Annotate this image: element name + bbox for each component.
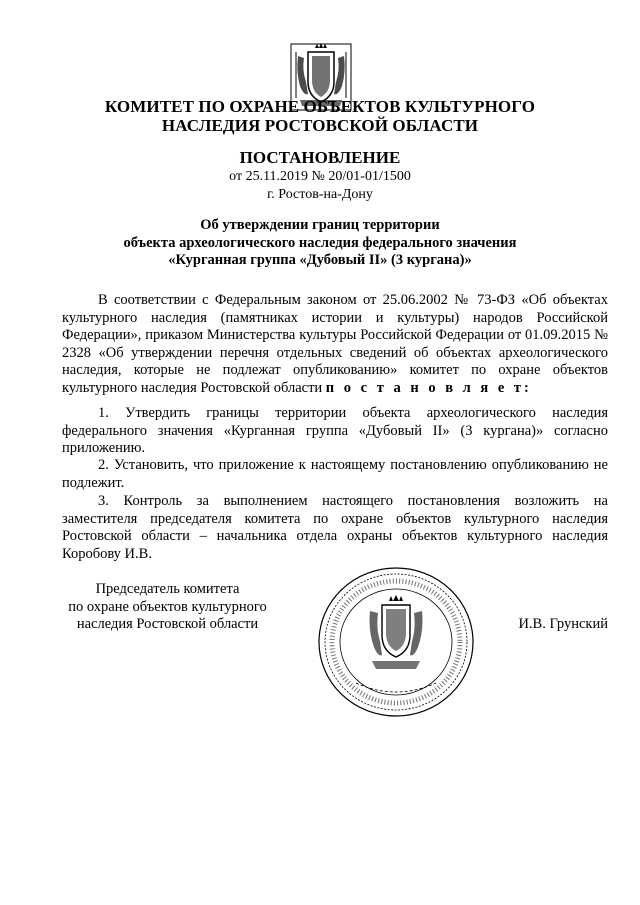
organization-name-line2: НАСЛЕДИЯ РОСТОВСКОЙ ОБЛАСТИ: [161, 116, 479, 135]
signatory-position-line2: по охране объектов культурного: [68, 598, 267, 615]
resolves-text: п о с т а н о в л я е т:: [325, 379, 532, 396]
subject-line1: Об утверждении границ территории: [200, 217, 440, 233]
signatory-position-line1: Председатель комитета: [95, 581, 240, 597]
preamble-paragraph: [62, 292, 608, 397]
document-subject: [0, 217, 640, 270]
subject-line2: объекта археологического наследия федерального значения: [123, 234, 517, 251]
signatory-position: [60, 581, 275, 634]
document-type: ПОСТАНОВЛЕНИЕ: [239, 148, 401, 167]
signatory-name: И.В. Грунский: [518, 616, 608, 632]
document-city: г. Ростов-на-Дону: [267, 187, 373, 202]
official-seal-icon: [316, 565, 476, 719]
document-number: от 25.11.2019 № 20/01-01/1500: [229, 169, 411, 184]
item-2-paragraph: 2. Установить, что приложение к настоящему постановлению опубликованию не подлежит.: [62, 457, 608, 491]
subject-line3: «Курганная группа «Дубовый II» (3 кургана)»: [168, 252, 472, 268]
item-3-paragraph: 3. Контроль за выполнением настоящего постановления возложить на заместителя председателя комитета по охране объектов культурного наследия Ростовской области – начальника отдела охраны объектов культурного наследия Коробову И.В.: [62, 493, 608, 562]
preamble-text: В соответствии с Федеральным законом от 25.06.2002 № 73-ФЗ «Об объектах культурного наследия (памятниках истории и культуры) народов Российской Федерации», приказом Министерства культуры Российской Федерации от 01.09.2015 № 2328 «Об утверждении перечня отдельных сведений об объектах археологического наследия, которые не подлежат опубликованию» комитет по охране объектов культурного наследия Ростовской области: [62, 292, 608, 396]
organization-name-line1: КОМИТЕТ ПО ОХРАНЕ ОБЪЕКТОВ КУЛЬТУРНОГО: [104, 97, 536, 116]
signatory-position-line3: наследия Ростовской области: [76, 616, 259, 632]
organization-name: [0, 97, 640, 135]
item-1-paragraph: 1. Утвердить границы территории объекта археологического наследия федерального значения «Курганная группа «Дубовый II» (3 кургана)» согласно приложению.: [62, 405, 608, 456]
